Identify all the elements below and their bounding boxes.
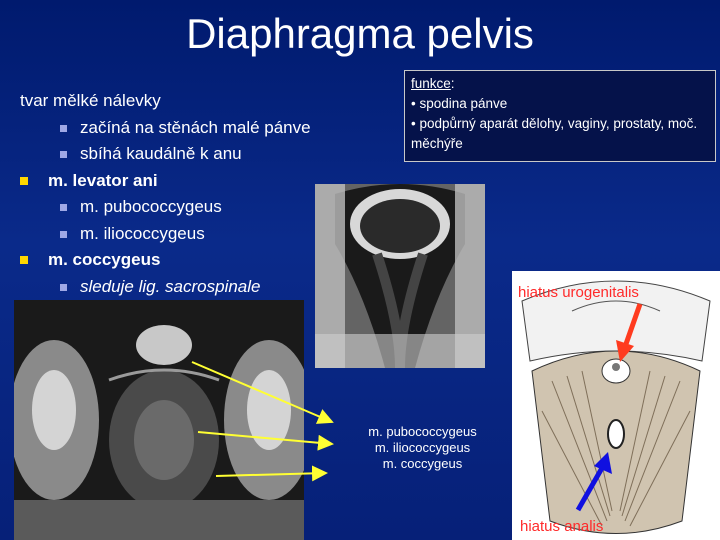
muscle-labels xyxy=(340,424,505,472)
bullet-sub xyxy=(20,194,350,221)
bullet-marker-icon xyxy=(60,151,67,158)
bullet-text: začíná na stěnách malé pánve xyxy=(80,117,311,137)
muscle-label: m. coccygeus xyxy=(382,456,463,471)
bullet-text: sleduje lig. sacrospinale xyxy=(80,276,261,296)
bullet-sub xyxy=(20,115,350,142)
slide-title: Diaphragma pelvis xyxy=(186,10,534,57)
bullet-text: m. iliococcygeus xyxy=(80,223,205,243)
function-item: • spodina pánve xyxy=(411,96,508,111)
anatomy-drawing xyxy=(512,271,720,540)
bullet-sub xyxy=(20,141,350,168)
bullet-marker-icon xyxy=(60,125,67,132)
bullet-list xyxy=(20,88,350,300)
bullet-sub xyxy=(20,274,350,301)
bullet-marker-icon xyxy=(60,231,67,238)
bullet-main xyxy=(20,168,350,195)
bullet-marker-icon xyxy=(60,284,67,291)
bullet-text: m. coccygeus xyxy=(48,250,161,269)
function-item: • podpůrný aparát dělohy, vaginy, prostaty, moč. měchýře xyxy=(411,116,698,151)
bullet-text: m. levator ani xyxy=(48,170,158,190)
bullet-text: m. pubococcygeus xyxy=(80,197,222,216)
bullet-sub xyxy=(20,221,350,248)
muscle-label: m. iliococcygeus xyxy=(374,440,471,455)
function-box xyxy=(404,70,716,162)
bullet-text: sbíhá kaudálně k anu xyxy=(80,144,242,163)
bullet-shape xyxy=(20,88,350,115)
function-heading xyxy=(411,74,709,94)
bullet-main xyxy=(20,247,350,274)
mri-coronal-image xyxy=(315,184,485,368)
muscle-label: m. pubococcygeus xyxy=(368,424,477,439)
label-hiatus-urogenitalis: hiatus urogenitalis xyxy=(518,284,639,301)
bullet-marker-icon xyxy=(20,256,28,264)
mri-axial-image xyxy=(14,300,304,540)
label-hiatus-analis: hiatus analis xyxy=(520,518,604,535)
function-heading-text: funkce xyxy=(411,76,451,91)
bullet-text: tvar mělké nálevky xyxy=(20,91,161,110)
function-heading-colon: : xyxy=(450,76,455,91)
bullet-marker-icon xyxy=(60,204,67,211)
bullet-marker-icon xyxy=(20,177,28,185)
